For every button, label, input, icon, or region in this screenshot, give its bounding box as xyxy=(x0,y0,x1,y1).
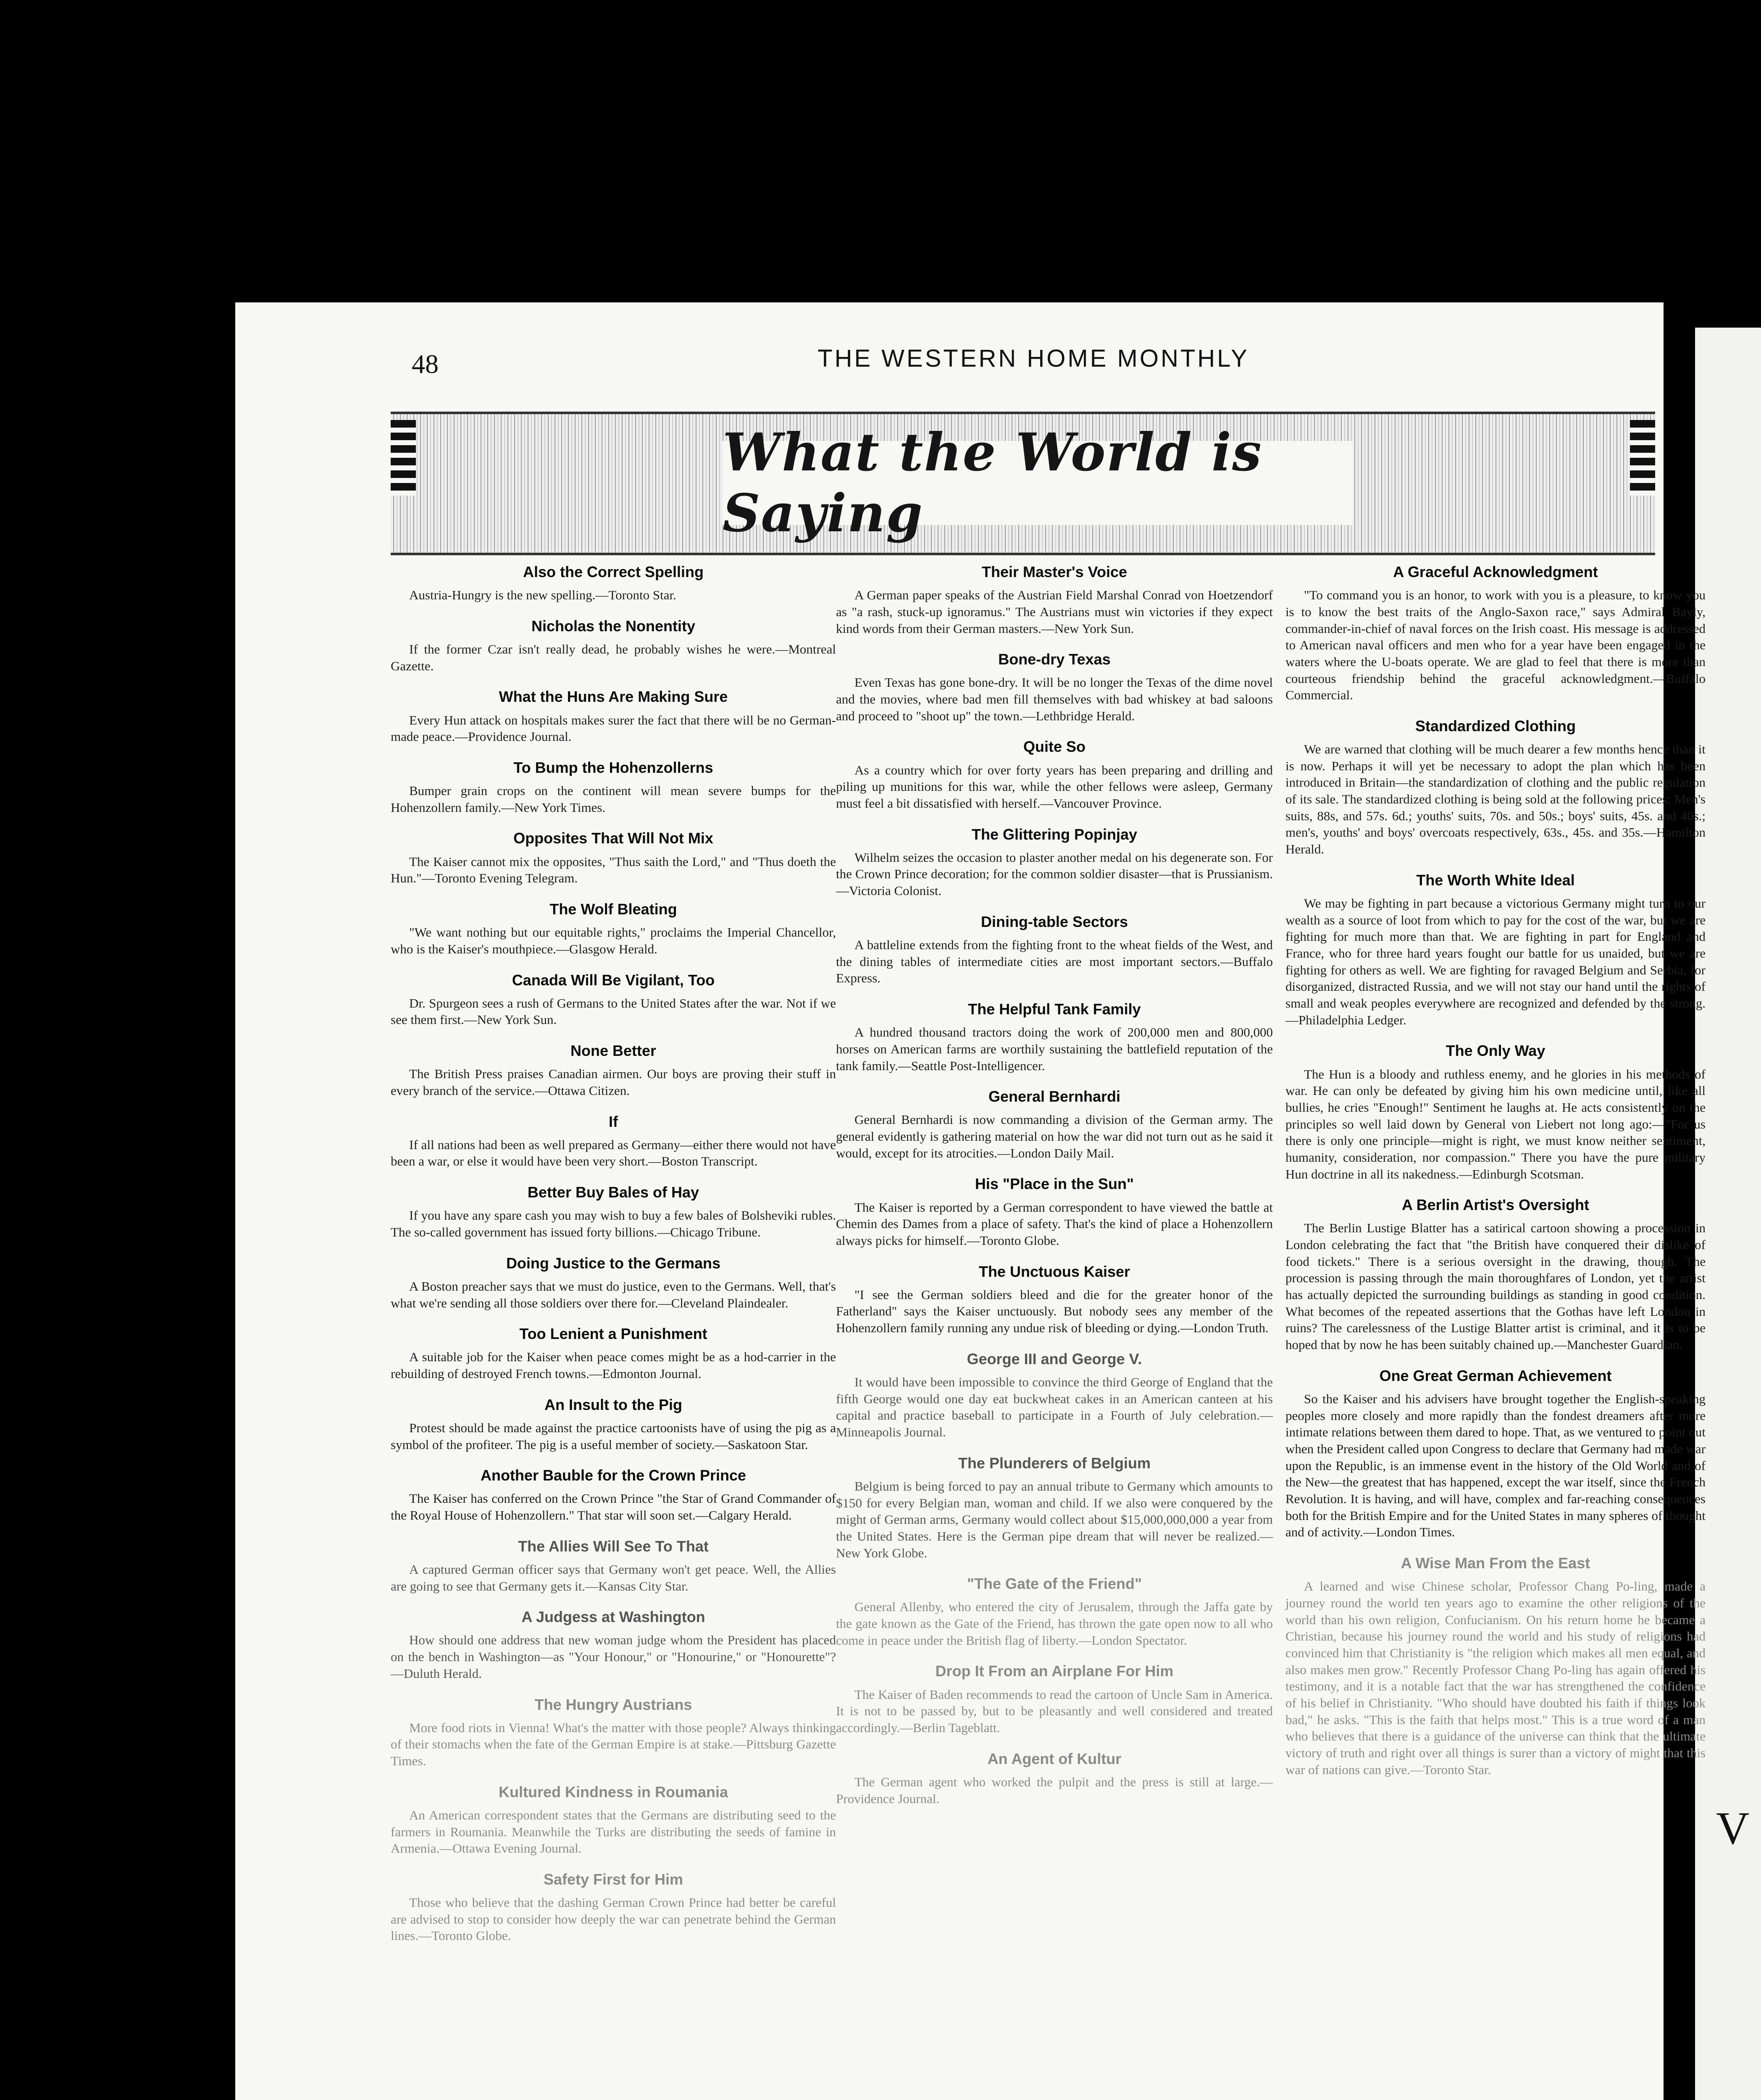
article-headline: A Wise Man From the East xyxy=(1401,1554,1590,1572)
article-headline: The Glittering Popinjay xyxy=(971,825,1138,843)
article xyxy=(391,759,836,816)
article-headline: Dining-table Sectors xyxy=(980,913,1128,930)
article-body: More food riots in Vienna! What's the matter with those people? Always thinking of their stomachs when the fate of the German Empire is at stake.—Pittsburg Gazette Times. xyxy=(391,1720,836,1769)
article xyxy=(836,1662,1273,1736)
article-headline: The Helpful Tank Family xyxy=(968,1000,1141,1018)
article-body: "We want nothing but our equitable rights," proclaims the Imperial Chancellor, who is the Kaiser's mouthpiece.—Glasgow Herald. xyxy=(391,925,836,956)
article-headline: Doing Justice to the Germans xyxy=(506,1254,721,1272)
article xyxy=(836,1454,1273,1562)
article-body: As a country which for over forty years has been preparing and drilling and piling up munitions for this war, while the other fellows were asleep, Germany must feel a bit dissatisfied with herself.—Vancouver Province. xyxy=(836,762,1273,811)
article xyxy=(1285,1042,1706,1182)
article-headline: Safety First for Him xyxy=(543,1870,683,1888)
article xyxy=(836,1000,1273,1074)
article xyxy=(391,1113,836,1170)
article xyxy=(836,1263,1273,1336)
section-title: What the World is Saying xyxy=(723,441,1353,525)
article xyxy=(836,1087,1273,1161)
article-body: General Allenby, who entered the city of Jerusalem, through the Jaffa gate by the gate known as the Gate of the Friend, has thrown the gate open now to all who come in peace under the British flag of liberty.—London Spectator. xyxy=(836,1599,1273,1648)
article-body: We are warned that clothing will be much dearer a few months hence than it is now. Perhaps it will yet be necessary to adopt the plan which has been introduced in Britain—the standardization of clothing and the public regulation of its sale. The standardized clothing is being sold at the following prices: Men's suits, 88s, and 57s. 6d.; youths' suits, 70s. and 50s.; boys' suits, 45s. and 40s.; men's, youths' and boys' overcoats respectively, 63s., 45s. and 35s.—Hamilton Herald. xyxy=(1285,742,1706,857)
article xyxy=(836,563,1273,637)
article xyxy=(391,1325,836,1382)
column-middle xyxy=(836,563,1273,1820)
article-body: A suitable job for the Kaiser when peace comes might be as a hod-carrier in the rebuilding of destroyed French towns.—Edmonton Journal. xyxy=(391,1349,836,1381)
article xyxy=(391,829,836,887)
article xyxy=(836,1750,1273,1807)
article xyxy=(836,1575,1273,1648)
article xyxy=(391,563,836,604)
article-body: We may be fighting in part because a victorious Germany might turn to our wealth as a source of loot from which to pay for the cost of the war, but we are fighting for much more than that. We are fighting in part for England and France, who for three hard years fought our battle for us unaided, but we are fighting for others as well. We are fighting for ravaged Belgium and Serbia, for disorganized, distracted Russia, and we will not stay our hand until the rights of small and weak peoples everywhere are recognized and defended by the strong.—Philadelphia Ledger. xyxy=(1285,895,1706,1027)
article-headline: Their Master's Voice xyxy=(981,563,1128,580)
page-number: 48 xyxy=(412,349,439,379)
article-headline: His "Place in the Sun" xyxy=(975,1175,1134,1193)
article-headline: Canada Will Be Vigilant, Too xyxy=(512,971,715,989)
article-body: A learned and wise Chinese scholar, Professor Chang Po-ling, made a journey round the world ten years ago to examine the other religions of the world than his own religion, Confucianism. On his return home he became a Christian, because his journey round the world and his study of religions had convinced him that Christianity is "the religion which makes all men equal, and also makes men grow." Recently Professor Chang Po-ling has again offered his testimony, and it is a notable fact that the war has strengthened the confidence of his belief in Christianity. "Who should have doubted his faith if things look bad," he asks. "This is the faith that helps most." This is a true word of a man who believes that there is a guidance of the universe can think that the ultimate victory of truth and right over all things is surer than a victory of might that this war of nations can give.—Toronto Star. xyxy=(1285,1579,1706,1777)
article xyxy=(391,971,836,1029)
article-body: Protest should be made against the practice cartoonists have of using the pig as a symbol of the profiteer. The pig is a useful member of society.—Saskatoon Star. xyxy=(391,1420,836,1452)
article xyxy=(836,1350,1273,1441)
article-body: If you have any spare cash you may wish to buy a few bales of Bolsheviki rubles. The so-called government has issued forty billions.—Chicago Tribune. xyxy=(391,1208,836,1239)
article-body: The British Press praises Canadian airmen. Our boys are proving their stuff in every branch of the service.—Ottawa Citizen. xyxy=(391,1066,836,1098)
article-headline: Quite So xyxy=(1023,738,1086,756)
article-headline: Better Buy Bales of Hay xyxy=(527,1184,699,1201)
article xyxy=(391,1183,836,1241)
banner-corner-ornament-right xyxy=(1630,420,1655,496)
article-headline: The Hungry Austrians xyxy=(534,1696,692,1713)
article-body: Dr. Spurgeon sees a rush of Germans to the United States after the war. Not if we see them first.—New York Sun. xyxy=(391,995,836,1027)
article xyxy=(391,1537,836,1595)
column-left xyxy=(391,563,836,1958)
scan-top-shadow xyxy=(97,105,1697,302)
article xyxy=(836,650,1273,724)
article-body: Bumper grain crops on the continent will mean severe bumps for the Hohenzollern family.—New York Times. xyxy=(391,783,836,815)
article-headline: A Graceful Acknowledgment xyxy=(1393,563,1598,580)
article-body: A Boston preacher says that we must do justice, even to the Germans. Well, that's what we're sending all those soldiers over there for.—Cleveland Plaindealer. xyxy=(391,1278,836,1310)
adjacent-page-fragment: V xyxy=(1716,1803,1750,1854)
page-header xyxy=(412,332,1655,399)
article-headline: Another Bauble for the Crown Prince xyxy=(480,1467,746,1484)
article-headline: Also the Correct Spelling xyxy=(523,563,704,580)
article-headline: The Unctuous Kaiser xyxy=(978,1263,1130,1280)
article xyxy=(1285,871,1706,1029)
article-headline: One Great German Achievement xyxy=(1379,1367,1612,1384)
banner-corner-ornament-left xyxy=(391,420,416,496)
article-headline: A Judgess at Washington xyxy=(521,1608,705,1626)
article-body: A German paper speaks of the Austrian Field Marshal Conrad von Hoetzendorf as "a rash, stuck-up ignoramus." The Austrians must win victories if they expect kind words from their German masters.—New York Sun. xyxy=(836,588,1273,636)
article xyxy=(391,1783,836,1857)
article-headline: General Bernhardi xyxy=(988,1088,1121,1105)
article-body: It would have been impossible to convince the third George of England that the fifth George would one day eat buckwheat cakes in an American canteen at his capital and practice baseball to participate in a Fourth of July celebration.—Minneapolis Journal. xyxy=(836,1375,1273,1440)
article-body: "I see the German soldiers bleed and die for the greater honor of the Fatherland" says the Kaiser unctuously. But nobody sees any member of the Hohenzollern family running any undue risk of bleeding or dying.—London Truth. xyxy=(836,1287,1273,1336)
article-body: A battleline extends from the fighting front to the wheat fields of the West, and the dining tables of intermediate cities are most important sectors.—Buffalo Express. xyxy=(836,937,1273,986)
article xyxy=(391,1608,836,1682)
article xyxy=(391,1696,836,1769)
article-headline: "The Gate of the Friend" xyxy=(967,1575,1142,1593)
article-headline: Nicholas the Nonentity xyxy=(531,617,696,635)
article xyxy=(391,617,836,675)
article-headline: If xyxy=(609,1113,618,1130)
article xyxy=(391,1466,836,1524)
article-body: A captured German officer says that Germany won't get peace. Well, the Allies are going to see that Germany gets it.—Kansas City Star. xyxy=(391,1562,836,1593)
article-body: If the former Czar isn't really dead, he probably wishes he were.—Montreal Gazette. xyxy=(391,642,836,673)
article-headline: The Wolf Bleating xyxy=(549,900,677,918)
article xyxy=(1285,1367,1706,1541)
article xyxy=(391,900,836,958)
article-body: Those who believe that the dashing German Crown Prince had better be careful are advised to stop to consider how deeply the war can penetrate behind the German lines.—Toronto Globe. xyxy=(391,1895,836,1943)
article-headline: An Insult to the Pig xyxy=(544,1396,682,1413)
article-headline: The Plunderers of Belgium xyxy=(958,1454,1151,1472)
article-headline: Drop It From an Airplane For Him xyxy=(935,1662,1174,1680)
article xyxy=(836,913,1273,987)
article-body: Belgium is being forced to pay an annual tribute to Germany which amounts to $150 for every Belgian man, woman and child. If we also were conquered by the might of German arms, Germany would collect about $15,000,000,000 a year from the United States. Here is the German pipe dream that will never be realized.—New York Globe. xyxy=(836,1478,1273,1560)
article-body: How should one address that new woman judge whom the President has placed on the bench in Washington—as "Your Honour," or "Honourine," or "Honourette"?—Duluth Herald. xyxy=(391,1633,836,1681)
article-body: "To command you is an honor, to work with you is a pleasure, to know you is to know the best traits of the Anglo-Saxon race," says Admiral Bayly, commander-in-chief of naval forces on the Irish coast. His message is addressed to American naval officers and men who for a year have been engaged in the waters where the U-boats operate. We are glad to feel that there is more than courteous friendship behind the graceful acknowledgment.—Buffalo Commercial. xyxy=(1285,588,1706,703)
article-headline: To Bump the Hohenzollerns xyxy=(513,759,713,776)
article xyxy=(391,688,836,745)
article-headline: The Worth White Ideal xyxy=(1416,871,1575,889)
article-body: Wilhelm seizes the occasion to plaster another medal on his degenerate son. For the Crown Prince decoration; for the common soldier disaster—that is Prussianism.—Victoria Colonist. xyxy=(836,850,1273,898)
scan-left-shadow xyxy=(97,294,235,2100)
article-body: Every Hun attack on hospitals makes surer the fact that there will be no German-made peace.—Providence Journal. xyxy=(391,712,836,744)
article xyxy=(836,738,1273,811)
article-body: The Kaiser has conferred on the Crown Prince "the Star of Grand Commander of the Royal House of Hohenzollern." That star will soon set.—Calgary Herald. xyxy=(391,1491,836,1523)
article-headline: Kultured Kindness in Roumania xyxy=(498,1783,728,1801)
article-headline: An Agent of Kultur xyxy=(987,1750,1122,1767)
article xyxy=(1285,717,1706,858)
article-headline: Opposites That Will Not Mix xyxy=(513,830,713,847)
article-body: A hundred thousand tractors doing the work of 200,000 men and 800,000 horses on American farms are worthily sustaining the battlefield reputation of the tank family.—Seattle Post-Intelligencer. xyxy=(836,1025,1273,1073)
article-body: The Kaiser cannot mix the opposites, "Thus saith the Lord," and "Thus doeth the Hun."—Toronto Evening Telegram. xyxy=(391,854,836,886)
article-body: The Kaiser is reported by a German correspondent to have viewed the battle at Chemin des Dames from a place of safety. That's the kind of place a Hohenzollern always picks for himself.—Toronto Globe. xyxy=(836,1200,1273,1248)
article-body: The German agent who worked the pulpit and the press is still at large.—Providence Journal. xyxy=(836,1774,1273,1806)
article-body: If all nations had been as well prepared as Germany—either there would not have been a war, or else it would have been very short.—Boston Transcript. xyxy=(391,1137,836,1169)
article xyxy=(1285,1196,1706,1353)
article-headline: None Better xyxy=(570,1042,657,1060)
article xyxy=(391,1254,836,1312)
article-headline: Standardized Clothing xyxy=(1415,717,1576,735)
article-body: Even Texas has gone bone-dry. It will be no longer the Texas of the dime novel and the movies, where bad men fill themselves with bad whiskey at bad saloons and proceed to "shoot up" the town.—Lethbridge Herald. xyxy=(836,675,1273,723)
article-body: So the Kaiser and his advisers have brought together the English-speaking peoples more closely and more rapidly than the fondest dreamers after more intimate relations between them dared to hope. That, as we ventured to point out when the President called upon Congress to declare that Germany had made war upon the Republic, is an immense event in the history of the Old World and of the New—the greatest that has happened, except the war itself, since the French Revolution. It is having, and will have, complex and far-reaching consequences both for the British Empire and for the United States in many spheres of thought and of activity.—London Times. xyxy=(1285,1391,1706,1540)
article-headline: George III and George V. xyxy=(967,1350,1142,1368)
article-body: Austria-Hungry is the new spelling.—Toronto Star. xyxy=(409,588,676,603)
article-body: The Hun is a bloody and ruthless enemy, and he glories in his methods of war. He can only be defeated by giving him his own medicine until, like all bullies, he cries "Enough!" Sentiment he laughs at. He acts consistently on the principles so well laid down by General von Liebert not long ago:—"For us there is only one principle—might is right, we must know neither sentiment, humanity, consideration, nor compassion." There you have the pure military Hun doctrine in all its nakedness.—Edinburgh Scotsman. xyxy=(1285,1066,1706,1181)
article xyxy=(391,1042,836,1099)
article-headline: The Only Way xyxy=(1446,1042,1545,1060)
article xyxy=(836,825,1273,899)
article-headline: The Allies Will See To That xyxy=(518,1537,709,1555)
column-right xyxy=(1285,563,1706,1791)
article-headline: What the Huns Are Making Sure xyxy=(499,688,728,706)
article xyxy=(391,1396,836,1453)
article-headline: Bone-dry Texas xyxy=(998,651,1111,668)
article-body: The Berlin Lustige Blatter has a satirical cartoon showing a procession in London celebrating the fact that "the British have conquered their dislike of food tickets." There is a serious oversight in the drawing, though. The procession is passing through the main thoroughfares of London, yet the artist has actually depicted the surrounding buildings as standing in good condition. What becomes of the repeated assertions that the Gothas have left London in ruins? The carelessness of the Lustige Blatter artist is criminal, and it is to be hoped that by now he has been suitably chained up.—Manchester Guardian. xyxy=(1285,1221,1706,1352)
article xyxy=(1285,1554,1706,1778)
article-headline: A Berlin Artist's Oversight xyxy=(1402,1196,1589,1214)
article xyxy=(1285,563,1706,704)
article-body: The Kaiser of Baden recommends to read the cartoon of Uncle Sam in America. It is not to be passed by, but to be pleasantly and well considered and treated accordingly.—Berlin Tageblatt. xyxy=(836,1687,1273,1735)
article-headline: Too Lenient a Punishment xyxy=(519,1325,707,1343)
article-body: An American correspondent states that the Germans are distributing seed to the farmers in Roumania. Meanwhile the Turks are distributing the seeds of famine in Armenia.—Ottawa Evening Journal. xyxy=(391,1807,836,1856)
article xyxy=(391,1870,836,1944)
article-body: General Bernhardi is now commanding a division of the German army. The general evidently is gathering material on how the war did not turn out as he said it would, except for its atrocities.—London Daily Mail. xyxy=(836,1112,1273,1160)
publication-title: THE WESTERN HOME MONTHLY xyxy=(817,345,1249,372)
article xyxy=(836,1175,1273,1249)
